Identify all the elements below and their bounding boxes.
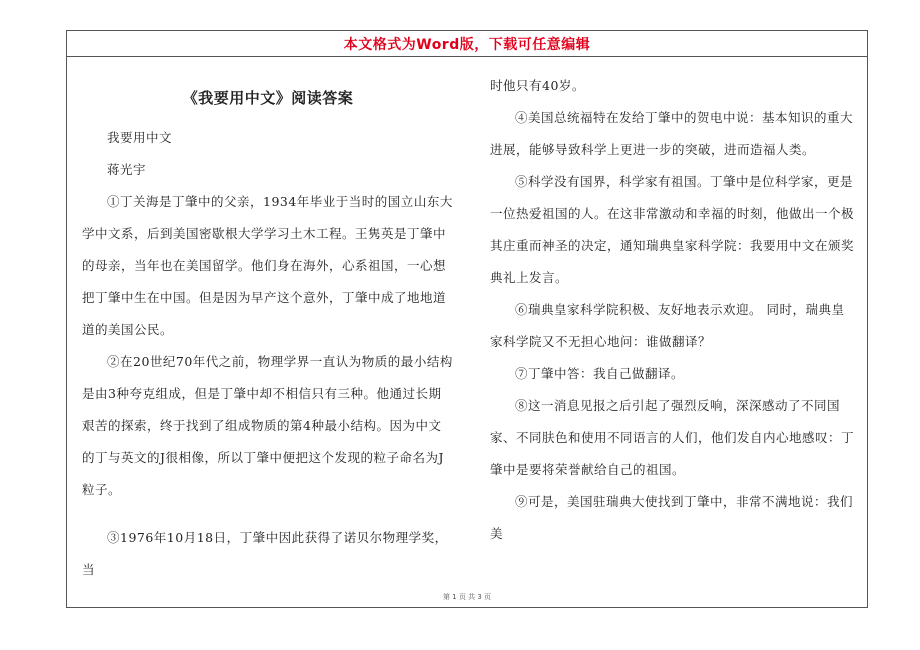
paragraph-1: ①丁关海是丁肇中的父亲，1934年毕业于当时的国立山东大学中文系，后到美国密歇根大学学习土木工程。王隽英是丁肇中的母亲，当年也在美国留学。他们身在海外，心系祖国，一心想把丁肇中生在中国。但是因为早产这个意外，丁肇中成了地地道道的美国公民。 bbox=[82, 194, 453, 337]
paragraph-subtitle: 我要用中文 bbox=[107, 130, 173, 145]
document-title: 《我要用中文》阅读答案 bbox=[182, 89, 354, 107]
paragraph-6: ⑥瑞典皇家科学院积极、友好地表示欢迎。 同时，瑞典皇家科学院又不无担心地问：谁做翻译？ bbox=[490, 302, 845, 349]
paragraph-author: 蒋光宇 bbox=[107, 162, 147, 177]
left-column bbox=[82, 82, 454, 586]
paragraph-2: ②在20世纪70年代之前，物理学界一直认为物质的最小结构是由3种夸克组成，但是丁肇中却不相信只有三种。他通过长期艰苦的探索，终于找到了组成物质的第4种最小结构。因为中文的丁与英文的J很相像，所以丁肇中便把这个发现的粒子命名为J粒子。 bbox=[82, 354, 453, 497]
header-divider bbox=[66, 56, 868, 57]
paragraph-3: ③1976年10月18日，丁肇中因此获得了诺贝尔物理学奖，当 bbox=[82, 530, 448, 577]
paragraph-7: ⑦丁肇中答：我自己做翻译。 bbox=[515, 366, 685, 381]
paragraph-4: ④美国总统福特在发给丁肇中的贺电中说：基本知识的重大进展，能够导致科学上更进一步的突破，进而造福人类。 bbox=[490, 110, 854, 157]
paragraph-8: ⑧这一消息见报之后引起了强烈反响，深深感动了不同国家、不同肤色和使用不同语言的人们，他们发自内心地感叹：丁肇中是要将荣誉献给自己的祖国。 bbox=[490, 398, 855, 477]
paragraph-5: ⑤科学没有国界，科学家有祖国。丁肇中是位科学家，更是一位热爱祖国的人。在这非常激动和幸福的时刻，他做出一个极其庄重而神圣的决定，通知瑞典皇家科学院：我要用中文在颁奖典礼上发言。 bbox=[490, 174, 855, 285]
page-number-footer: 第 1 页 共 3 页 bbox=[442, 593, 492, 601]
paragraph-gap bbox=[82, 506, 454, 522]
header-banner: 本文格式为Word版，下载可任意编辑 bbox=[343, 37, 591, 53]
paragraph-3-continued: 时他只有40岁。 bbox=[490, 78, 585, 93]
paragraph-9: ⑨可是，美国驻瑞典大使找到丁肇中，非常不满地说：我们美 bbox=[490, 494, 854, 541]
right-column bbox=[490, 70, 856, 550]
